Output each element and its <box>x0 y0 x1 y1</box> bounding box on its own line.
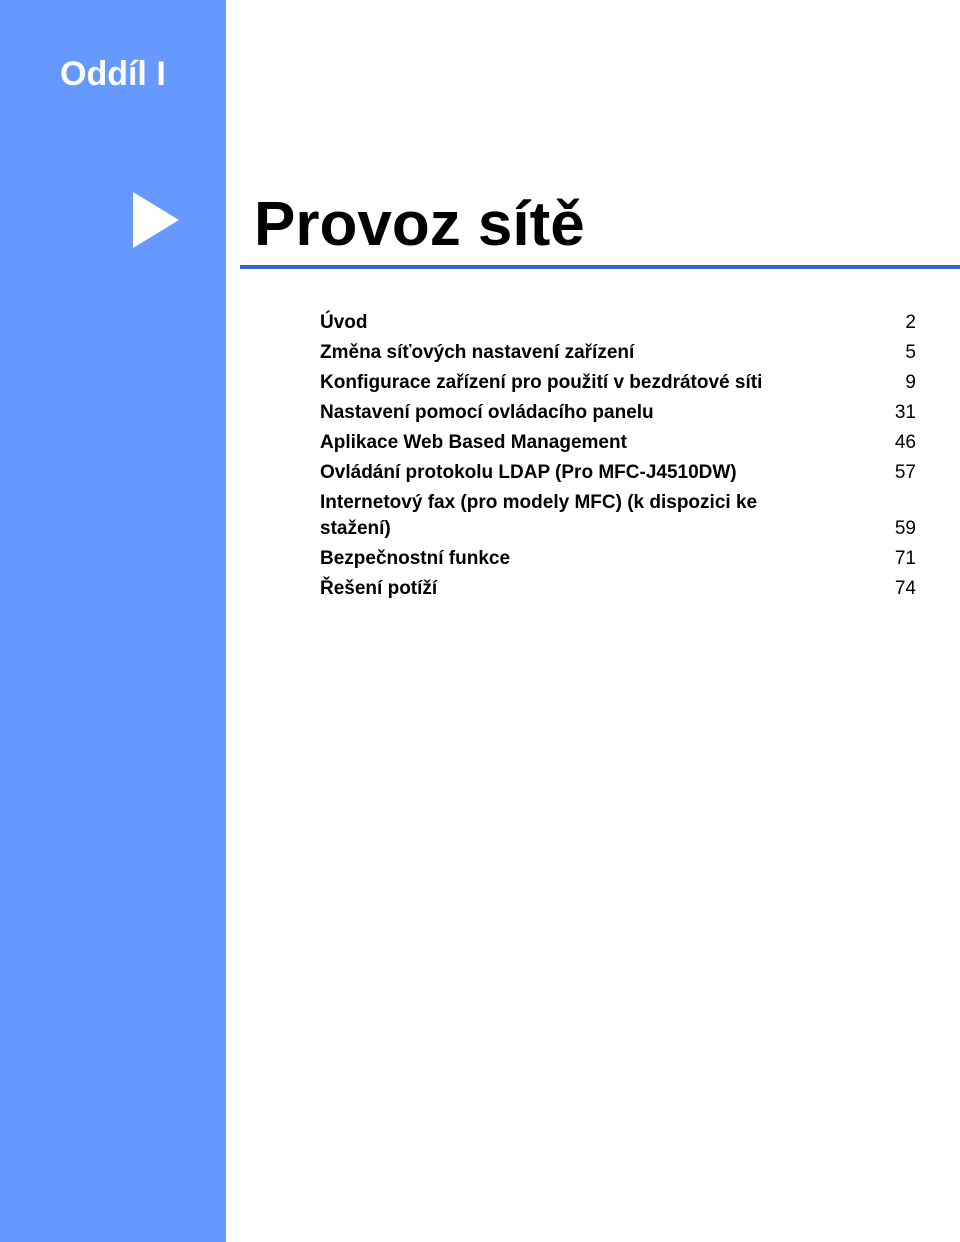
table-of-contents <box>320 310 916 606</box>
toc-entry-title[interactable]: Úvod <box>320 312 368 333</box>
toc-entry-page: 59 <box>894 518 916 539</box>
section-label: Oddíl I <box>60 55 166 93</box>
toc-entry-title[interactable]: Konfigurace zařízení pro použití v bezdrátové síti <box>320 372 763 393</box>
toc-entry-title[interactable]: Aplikace Web Based Management <box>320 432 627 453</box>
toc-entry-bezpecnostni-funkce[interactable] <box>320 546 916 572</box>
toc-entry-title[interactable]: Nastavení pomocí ovládacího panelu <box>320 402 654 423</box>
toc-entry-page: 74 <box>894 578 916 599</box>
toc-entry-page: 31 <box>894 402 916 423</box>
toc-entry-ovladaci-panel[interactable] <box>320 400 916 426</box>
toc-entry-title[interactable]: Ovládání protokolu LDAP (Pro MFC-J4510DW) <box>320 462 737 483</box>
toc-entry-title[interactable]: Bezpečnostní funkce <box>320 548 511 569</box>
toc-entry-title[interactable]: Změna síťových nastavení zařízení <box>320 342 635 363</box>
title-rule <box>240 265 960 269</box>
toc-entry-konfigurace-bezdratove[interactable] <box>320 370 916 396</box>
chapter-title: Provoz sítě <box>254 190 585 259</box>
toc-entry-page: 57 <box>894 462 916 483</box>
toc-entry-page: 71 <box>894 548 916 569</box>
toc-entry-reseni-potizi[interactable] <box>320 576 916 602</box>
toc-entry-uvod[interactable] <box>320 310 916 336</box>
toc-entry-ldap[interactable] <box>320 460 916 486</box>
toc-entry-title[interactable]: Řešení potíží <box>320 578 438 599</box>
side-band <box>0 0 226 1242</box>
toc-entry-page: 5 <box>905 342 916 363</box>
toc-entry-page: 46 <box>894 432 916 453</box>
toc-entry-page: 9 <box>905 372 916 393</box>
toc-entry-internetovy-fax[interactable] <box>320 490 916 542</box>
toc-entry-page: 2 <box>905 312 916 333</box>
toc-entry-web-based-management[interactable] <box>320 430 916 456</box>
toc-entry-zmena-nastaveni[interactable] <box>320 340 916 366</box>
triangle-right-icon <box>133 192 179 248</box>
toc-entry-title[interactable]: Internetový fax (pro modely MFC) (k dispozici ke stažení) <box>320 492 758 539</box>
